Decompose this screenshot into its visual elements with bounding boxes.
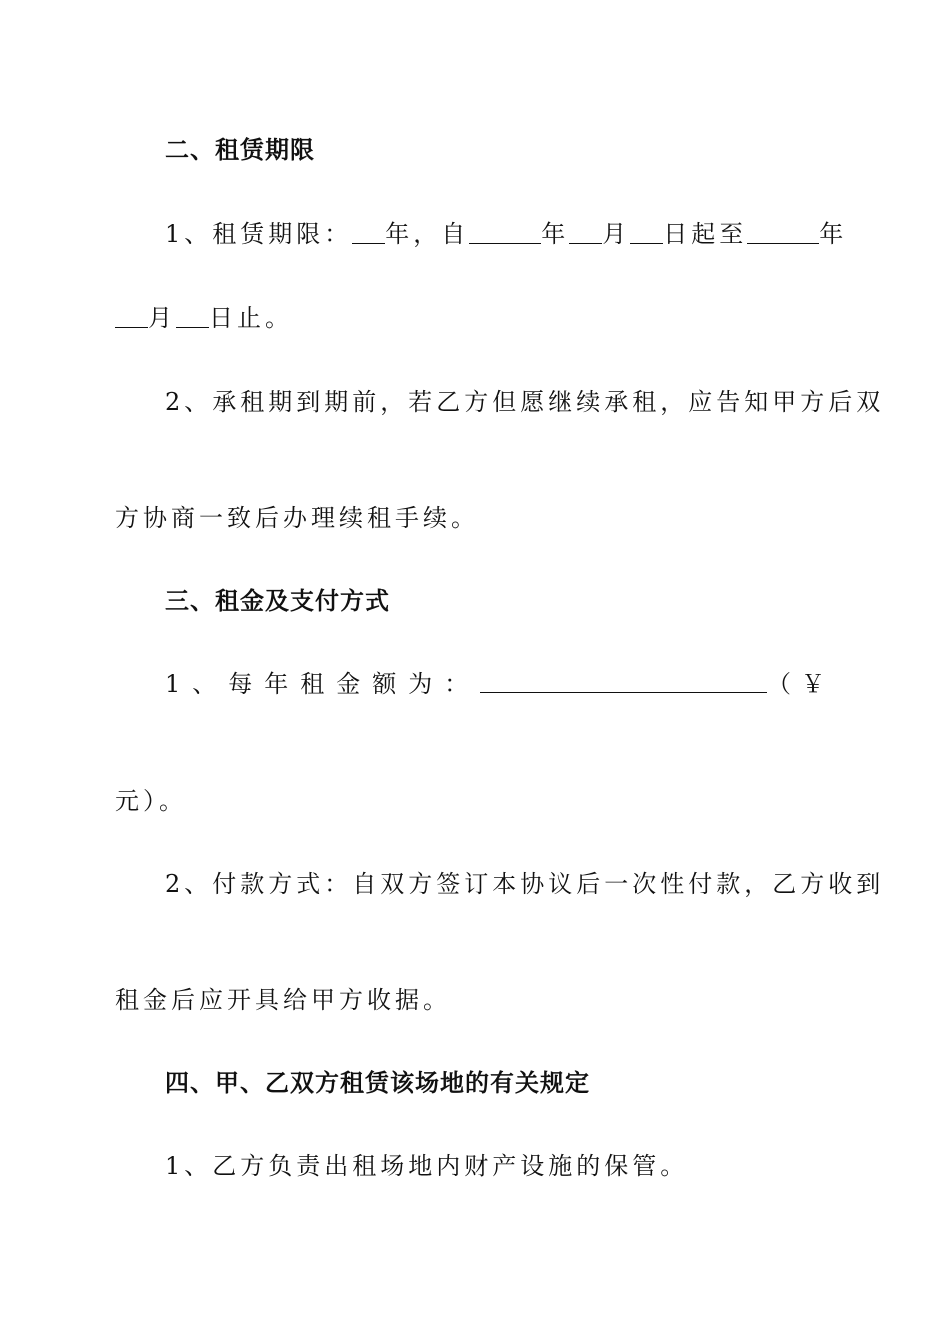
- section-heading-site-rules: 四、甲、乙双方租赁该场地的有关规定: [165, 1069, 590, 1097]
- clause-text: 1、租赁期限：: [165, 220, 353, 248]
- blank-field-years[interactable]: [352, 219, 385, 244]
- lease-term-clause-line1: [165, 218, 848, 250]
- renewal-clause-line2: 方协商一致后办理续租手续。: [115, 504, 479, 532]
- annual-rent-clause-line2: 元）。: [115, 787, 187, 815]
- renewal-clause-line1: 2、承租期到期前，若乙方但愿继续承租，应告知甲方后双: [165, 388, 885, 416]
- clause-text: 年: [541, 220, 570, 248]
- payment-method-clause-line2: 租金后应开具给甲方收据。: [115, 986, 451, 1014]
- section-heading-lease-term: 二、租赁期限: [165, 136, 315, 164]
- payment-method-clause-line1: 2、付款方式：自双方签订本协议后一次性付款，乙方收到: [165, 870, 885, 898]
- section-heading-rent-payment: 三、租金及支付方式: [165, 587, 390, 615]
- clause-text: （￥: [767, 670, 835, 698]
- blank-field-start-month[interactable]: [569, 219, 602, 244]
- blank-field-end-month[interactable]: [115, 303, 148, 328]
- blank-field-annual-rent[interactable]: [480, 668, 767, 693]
- clause-text: 月: [148, 304, 176, 332]
- clause-text: 月: [602, 220, 631, 248]
- site-rules-clause-1: 1、乙方负责出租场地内财产设施的保管。: [165, 1152, 689, 1180]
- clause-text: 日起至: [663, 220, 748, 248]
- clause-text: 年，自: [385, 220, 470, 248]
- clause-text: 1、每年租金额为：: [165, 670, 481, 698]
- blank-field-start-day[interactable]: [630, 219, 663, 244]
- clause-text: 日止。: [209, 304, 293, 332]
- blank-field-end-day[interactable]: [176, 303, 209, 328]
- lease-term-clause-line2: [115, 302, 835, 334]
- clause-text: 年: [819, 220, 848, 248]
- annual-rent-clause-line1: [165, 668, 835, 700]
- blank-field-start-year[interactable]: [469, 219, 541, 244]
- blank-field-end-year[interactable]: [747, 219, 819, 244]
